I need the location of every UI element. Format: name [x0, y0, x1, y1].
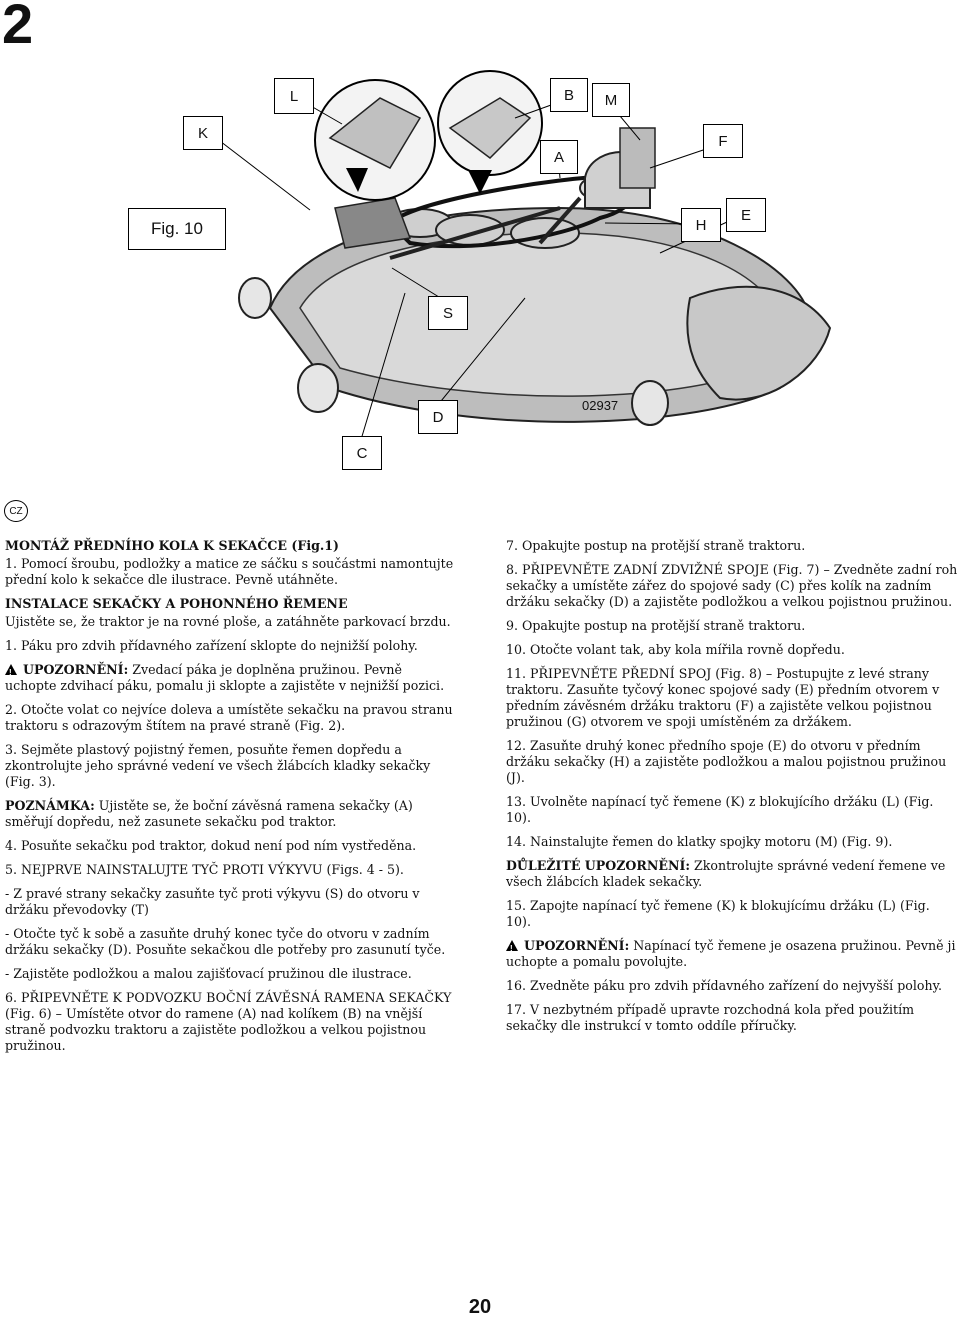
callout-text: Zkontrolujte správné vedení řemene ve všech žlábcích kladek sekačky. [506, 858, 946, 889]
callout-M: M [592, 83, 630, 117]
callout-text: Ujistěte se, že boční závěsná ramena sekačky (A) směřují dopředu, než zasunete sekačku pod traktor. [5, 798, 413, 829]
instruction-paragraph: 17. V nezbytném případě upravte rozchodná kola před použitím sekačky dle instrukcí v tomto oddíle příručky. [506, 1002, 915, 1033]
callout-F: F [703, 124, 743, 158]
language-badge: CZ [4, 500, 28, 522]
mower-deck-illustration [0, 58, 960, 468]
instruction-paragraph: 1. Pomocí šroubu, podložky a matice ze sáčku s součástmi namontujte přední kolo k sekačce dle ilustrace. Pevně utáhněte. [5, 556, 454, 587]
figure-mower-deck [0, 58, 960, 468]
instruction-paragraph: 5. NEJPRVE NAINSTALUJTE TYČ PROTI VÝKYVU (Figs. 4 - 5). [5, 862, 404, 877]
callout-K: K [183, 116, 223, 150]
instruction-paragraph: 11. PŘIPEVNĚTE PŘEDNÍ SPOJ (Fig. 8) – Postupujte z levé strany traktoru. Zasuňte tyčový konec spojové sady (E) předním otvorem v předním závěsném držáku traktoru (F) a zajistěte velkou pojistnou pružinou (G) otvorem ve spoji umístěném za držákem. [506, 666, 940, 729]
figure-caption: Fig. 10 [128, 208, 226, 250]
instruction-paragraph: 14. Nainstalujte řemen do klatky spojky motoru (M) (Fig. 9). [506, 834, 893, 849]
instruction-paragraph: 2. Otočte volat co nejvíce doleva a umístěte sekačku na pravou stranu traktoru s odrazovým štítem na pravé straně (Fig. 2). [5, 702, 453, 733]
callout-A: A [540, 140, 578, 174]
instruction-paragraph: Ujistěte se, že traktor je na rovné ploše, a zatáhněte parkovací brzdu. [5, 614, 451, 629]
figure-part-number: 02937 [582, 398, 619, 413]
instruction-paragraph: 12. Zasuňte druhý konec předního spoje (E) do otvoru v předním držáku sekačky (H) a zajistěte podložkou a malou pojistnou pružinou (J). [506, 738, 947, 785]
instruction-paragraph: 7. Opakujte postup na protější straně traktoru. [506, 538, 806, 553]
page-number: 20 [468, 1296, 492, 1318]
warning-paragraph [5, 662, 457, 694]
section-heading: MONTÁŽ PŘEDNÍHO KOLA K SEKAČCE (Fig.1) [5, 538, 340, 553]
instruction-paragraph: - Otočte tyč k sobě a zasuňte druhý konec tyče do otvoru v zadním držáku sekačky (D). Posuňte sekačkou dle potřeby pro zasunutí tyče. [5, 926, 446, 957]
warning-paragraph [506, 938, 958, 970]
callout-text: Napínací tyč řemene je osazena pružinou. Pevně ji uchopte a pomalu povolujte. [506, 938, 956, 969]
instruction-paragraph: 8. PŘIPEVNĚTE ZADNÍ ZDVIŽNÉ SPOJE (Fig. 7) – Zvedněte zadní roh sekačky a umístěte zářez do spojové sady (C) přes kolík na zadním držáku sekačky (D) a zajistěte podložkou a velkou pojistnou pružinou. [506, 562, 958, 609]
instruction-paragraph: 6. PŘIPEVNĚTE K PODVOZKU BOČNÍ ZÁVĚSNÁ RAMENA SEKAČKY (Fig. 6) – Umístěte otvor do ramene (A) nad kolíkem (B) na vnější straně podvozku traktoru a zajistěte podložkou a velkou pojistnou pružinou. [5, 990, 452, 1053]
callout-L: L [274, 78, 314, 114]
callout-S: S [428, 296, 468, 330]
instruction-paragraph: 10. Otočte volant tak, aby kola mířila rovně dopředu. [506, 642, 845, 657]
callout-label: POZNÁMKA: [5, 798, 95, 813]
right-column [506, 538, 958, 1042]
callout-label: DŮLEŽITÉ UPOZORNĚNÍ: [506, 858, 691, 873]
warning-icon [506, 940, 518, 951]
callout-B: B [550, 78, 588, 112]
callout-H: H [681, 208, 721, 242]
callout-C: C [342, 436, 382, 470]
callout-E: E [726, 198, 766, 232]
instruction-paragraph: 16. Zvedněte páku pro zdvih přídavného zařízení do nejvyšší polohy. [506, 978, 943, 993]
instruction-paragraph: 4. Posuňte sekačku pod traktor, dokud není pod ním vystředěna. [5, 838, 417, 853]
note-paragraph [506, 858, 958, 890]
instruction-paragraph: 13. Uvolněte napínací tyč řemene (K) z blokujícího držáku (L) (Fig. 10). [506, 794, 934, 825]
note-paragraph [5, 798, 457, 830]
warning-icon [5, 664, 17, 675]
callout-label: UPOZORNĚNÍ: [23, 662, 129, 677]
instruction-paragraph: 9. Opakujte postup na protější straně traktoru. [506, 618, 806, 633]
chapter-number: 2 [2, 0, 34, 55]
instruction-paragraph: - Zajistěte podložkou a malou zajišťovací pružinou dle ilustrace. [5, 966, 412, 981]
instruction-paragraph: 1. Páku pro zdvih přídavného zařízení sklopte do nejnižší polohy. [5, 638, 418, 653]
callout-D: D [418, 400, 458, 434]
instruction-paragraph: 15. Zapojte napínací tyč řemene (K) k blokujícímu držáku (L) (Fig. 10). [506, 898, 930, 929]
section-heading: INSTALACE SEKAČKY A POHONNÉHO ŘEMENE [5, 596, 348, 611]
left-column [5, 538, 457, 1062]
callout-label: UPOZORNĚNÍ: [524, 938, 630, 953]
instruction-paragraph: 3. Sejměte plastový pojistný řemen, posuňte řemen dopředu a zkontrolujte jeho správné vedení ve všech žlábcích kladky sekačky (Fig. 3). [5, 742, 431, 789]
instruction-paragraph: - Z pravé strany sekačky zasuňte tyč proti výkyvu (S) do otvoru v držáku převodovky (T) [5, 886, 420, 917]
callout-text: Zvedací páka je doplněna pružinou. Pevně uchopte zdvihací páku, pomalu ji sklopte a zajistěte v nejnižší pozici. [5, 662, 445, 693]
